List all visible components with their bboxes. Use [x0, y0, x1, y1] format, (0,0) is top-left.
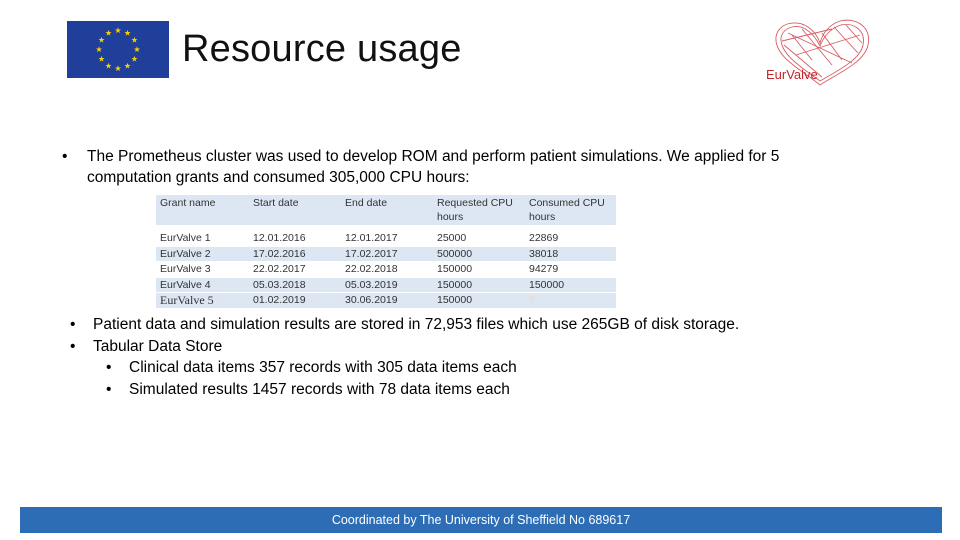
- logo-text: EurValve: [766, 67, 818, 82]
- footer-text: Coordinated by The University of Sheffield No 689617: [331, 513, 631, 527]
- table-cell: EurValve 2: [156, 246, 249, 262]
- table-cell: EurValve 4: [156, 277, 249, 293]
- table-cell: EurValve 5: [156, 293, 249, 308]
- table-cell: 25000: [433, 231, 525, 247]
- table-cell: EurValve 3: [156, 262, 249, 278]
- table-cell: 01.02.2019: [249, 293, 341, 308]
- table-cell: 38018: [525, 246, 616, 262]
- eu-flag-logo: [67, 21, 169, 78]
- column-header-grant-name: Grant name: [156, 195, 249, 226]
- table-header-row: [156, 195, 616, 226]
- list-item-text: Patient data and simulation results are stored in 72,953 files which use 265GB of disk storage.: [93, 316, 740, 333]
- table-cell: 500000: [433, 246, 525, 262]
- list-item: [70, 314, 739, 336]
- list-item-text: Clinical data items 357 records with 305 data items each: [129, 359, 517, 376]
- table-row: [156, 277, 616, 293]
- table-cell: 05.03.2019: [341, 277, 433, 293]
- eu-flag-icon: [67, 21, 169, 78]
- list-item-text: Simulated results 1457 records with 78 data items each: [129, 380, 510, 398]
- table-cell: 94279: [525, 262, 616, 278]
- table-cell: 150000: [433, 277, 525, 293]
- table-cell: ?: [525, 293, 616, 308]
- table-cell: 22.02.2018: [341, 262, 433, 278]
- table-cell: 05.03.2018: [249, 277, 341, 293]
- table-row: [156, 246, 616, 262]
- table-cell: 22869: [525, 231, 616, 247]
- table-cell: 150000: [433, 262, 525, 278]
- eurvalve-logo: [762, 15, 877, 90]
- column-header-consumed: Consumed CPU hours: [525, 195, 616, 226]
- column-header-requested: Requested CPU hours: [433, 195, 525, 226]
- bullet-marker: •: [62, 148, 68, 165]
- list-item: [70, 357, 739, 379]
- table-cell: 17.02.2016: [249, 246, 341, 262]
- list-item-text: Tabular Data Store: [93, 337, 223, 355]
- bullet-marker: •: [106, 359, 112, 376]
- grants-table: [156, 195, 616, 308]
- bullet-marker: •: [70, 337, 76, 355]
- table-cell: 12.01.2017: [341, 231, 433, 247]
- footer-bar: [20, 507, 942, 533]
- table-cell: 12.01.2016: [249, 231, 341, 247]
- bullet-marker: •: [106, 380, 112, 398]
- list-item: [70, 336, 739, 358]
- table-cell: 150000: [525, 277, 616, 293]
- intro-bullet: [62, 146, 862, 188]
- table-cell: 30.06.2019: [341, 293, 433, 308]
- table-row: [156, 262, 616, 278]
- table-row: [156, 231, 616, 247]
- column-header-start-date: Start date: [249, 195, 341, 226]
- list-item: [70, 379, 739, 401]
- table-cell: 17.02.2017: [341, 246, 433, 262]
- table-cell: 150000: [433, 293, 525, 308]
- bullet-marker: •: [70, 316, 76, 333]
- table-cell: 22.02.2017: [249, 262, 341, 278]
- table-cell: EurValve 1: [156, 231, 249, 247]
- table-row: [156, 293, 616, 308]
- page-title: Resource usage: [182, 28, 462, 70]
- intro-text: The Prometheus cluster was used to develop ROM and perform patient simulations. We applied for 5 computation grants and consumed 305,000 CPU hours:: [87, 148, 780, 186]
- column-header-end-date: End date: [341, 195, 433, 226]
- bullet-list: [70, 314, 739, 400]
